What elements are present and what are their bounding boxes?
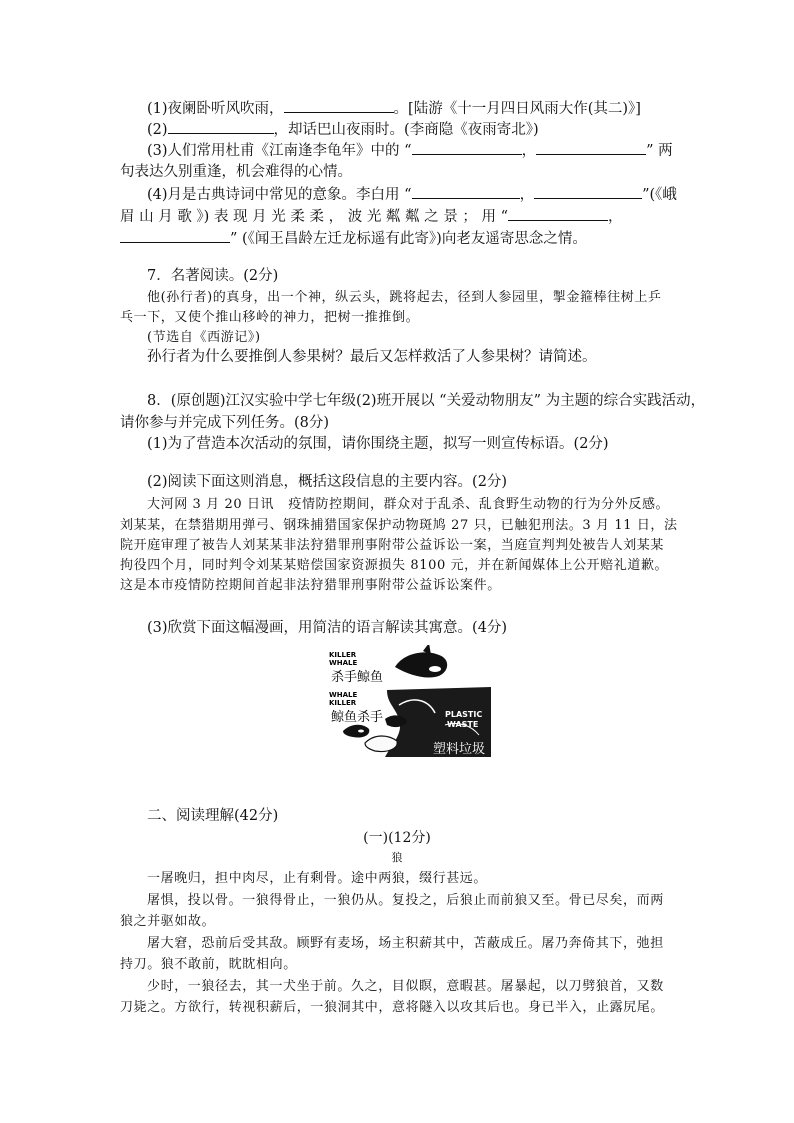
answer-blank[interactable] — [412, 140, 522, 155]
news-line2: 刘某某，在禁猎期用弹弓、钢珠捕猎国家保护动物斑鸠 27 只，已触犯刑法。3 月 11 日，法 — [120, 518, 678, 533]
passage-p4-l1: 少时，一狼径去，其一犬坐于前。久之，目似瞑，意暇甚。屠暴起，以刀劈狼首，又数 — [147, 979, 664, 994]
answer-blank[interactable] — [284, 98, 394, 113]
news-line4: 拘役四个月，同时判令刘某某赔偿国家资源损失 8100 元，并在新闻媒体上公开赔礼道歉。 — [120, 558, 669, 573]
poem-q1-pre: (1)夜阑卧听风吹雨， — [147, 101, 284, 117]
poem-q1 — [147, 98, 641, 119]
cartoon-label-whale: WHALE — [329, 659, 358, 667]
passage-p2-l2: 狼之并驱如故。 — [120, 914, 216, 929]
news-dateline: 大河网 3 月 20 日讯 — [147, 497, 275, 512]
comma: ， — [608, 209, 623, 225]
passage-title: 狼 — [391, 851, 403, 864]
passage-p3-l1: 屠大窘，恐前后受其敌。顾野有麦场，场主积薪其中，苫蔽成丘。屠乃奔倚其下，弛担 — [147, 936, 664, 951]
poem-q4-line1 — [147, 184, 677, 205]
q7-source: (节选自《西游记》) — [147, 330, 261, 345]
q7-excerpt-line1: 他(孙行者)的真身，出一个神，纵云头，跳将起去，径到人参园里，掣金箍棒往树上乒 — [147, 290, 662, 305]
cartoon-cn-waste: 塑料垃圾 — [433, 742, 486, 757]
passage-p3-l2: 持刀。狼不敢前，眈眈相向。 — [120, 957, 297, 972]
q7-excerpt-line2: 乓一下，又使个推山移岭的神力，把树一推推倒。 — [120, 310, 420, 325]
section2-part: (一)(12分) — [363, 830, 431, 846]
poem-q3-line1 — [147, 140, 673, 161]
poem-q3-line2 — [120, 162, 352, 182]
news-line3: 院开庭审理了被告人刘某某非法狩猎罪刑事附带公益诉讼一案，当庭宣判判处被告人刘某某 — [120, 538, 665, 553]
cartoon-image — [325, 645, 493, 760]
q8-sub3: (3)欣赏下面这幅漫画，用简洁的语言解读其寓意。(4分) — [147, 620, 508, 636]
poem-q4-line2 — [120, 206, 623, 227]
section2-heading: 二、阅读理解(42分) — [147, 808, 279, 824]
comma: ， — [519, 187, 535, 203]
poem-q2 — [147, 119, 539, 140]
q8-sub2: (2)阅读下面这则消息，概括这段信息的主要内容。(2分) — [147, 474, 508, 490]
news-text-1: 疫情防控期间，群众对于乱杀、乱食野生动物的行为分外反感。 — [288, 497, 670, 512]
answer-blank[interactable] — [412, 184, 520, 199]
poem-q4-post: ”(《峨 — [642, 187, 677, 203]
q7-question: 孙行者为什么要推倒人参果树？最后又怎样救活了人参果树？请简述。 — [147, 349, 597, 365]
poem-q4-pre: (4)月是古典诗词中常见的意象。李白用 “ — [147, 187, 412, 203]
poem-q1-post: 。[陆游《十一月四日风雨大作(其二)》] — [393, 101, 641, 117]
answer-blank[interactable] — [534, 184, 642, 199]
poem-q3-pre: (3)人们常用杜甫《江南逢李龟年》中的 “ — [147, 143, 412, 159]
cartoon-label-killer: KILLER — [329, 651, 357, 659]
news-line1 — [147, 495, 669, 515]
poem-q2-post: ，却话巴山夜雨时。(李商隐《夜雨寄北》) — [273, 122, 539, 138]
news-line5: 这是本市疫情防控期间首起非法狩猎罪刑事附带公益诉讼案件。 — [120, 578, 501, 593]
poem-q3-text: 句表达久别重逢，机会难得的心情。 — [120, 164, 352, 180]
answer-blank[interactable] — [536, 140, 646, 155]
passage-p2-l1: 屠惧，投以骨。一狼得骨止，一狼仍从。复投之，后狼止而前狼又至。骨已尽矣，而两 — [147, 893, 664, 908]
answer-blank[interactable] — [168, 119, 274, 134]
q8-sub1: (1)为了营造本次活动的氛围，请你围绕主题，拟写一则宣传标语。(2分) — [147, 436, 609, 452]
passage-p1: 一屠晚归，担中肉尽，止有剩骨。途中两狼，缀行甚远。 — [147, 871, 488, 886]
cartoon-label-killer2: KILLER — [329, 699, 357, 707]
cartoon-label-plastic: PLASTIC — [445, 710, 483, 719]
poem-q4-post2: ” (《闻王昌龄左迁龙标遥有此寄》)向老友遥寄思念之情。 — [230, 231, 587, 247]
answer-blank[interactable] — [120, 228, 230, 243]
poem-q4-mid: 眉 山 月 歌 》) 表 现 月 光 柔 柔 ， 波 光 粼 粼 之 景 ； 用 “ — [120, 209, 509, 225]
poem-q3-post: ” 两 — [646, 143, 673, 159]
passage-p4-l2: 刀毙之。方欲行，转视积薪后，一狼洞其中，意将隧入以攻其后也。身已半入，止露尻尾。 — [120, 1000, 665, 1015]
cartoon-label-whale2: WHALE — [329, 691, 358, 699]
poem-q4-line3 — [120, 228, 587, 249]
answer-blank[interactable] — [508, 206, 608, 221]
cartoon-cn-mid: 鲸鱼杀手 — [331, 710, 384, 725]
q7-heading: 7．名著阅读。(2分) — [147, 268, 279, 284]
cartoon-label-waste: WASTE — [447, 720, 479, 729]
cartoon-svg — [325, 645, 493, 760]
q8-heading-line1: 8．(原创题)江汉实验中学七年级(2)班开展以 “关爱动物朋友” 为主题的综合实践活动， — [147, 393, 706, 409]
cartoon-cn-top: 杀手鲸鱼 — [331, 670, 384, 685]
poem-q2-pre: (2) — [147, 122, 168, 138]
comma: ， — [521, 143, 537, 159]
q8-heading-line2: 请你参与并完成下列任务。(8分) — [120, 415, 330, 431]
